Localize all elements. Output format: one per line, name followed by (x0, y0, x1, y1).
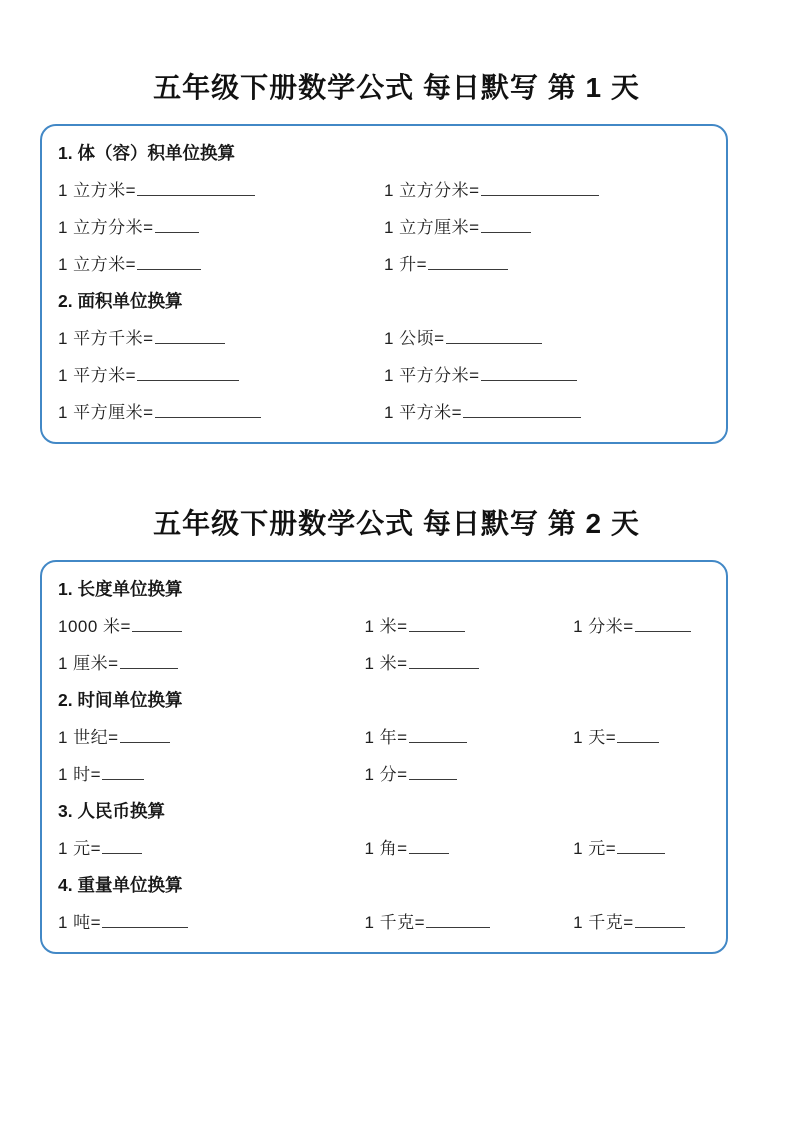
fill-label: 1 年= (364, 728, 408, 747)
fill-item (384, 320, 710, 357)
fill-item (58, 719, 364, 756)
fill-item (364, 645, 573, 682)
section-heading: 3. 人民币换算 (58, 801, 165, 821)
fill-item (58, 904, 364, 941)
fill-blank-line (481, 182, 599, 196)
fill-label: 1 千克= (573, 913, 634, 932)
fill-item (58, 756, 364, 793)
fill-label: 1 千克= (364, 913, 426, 932)
fill-label: 1 天= (573, 728, 617, 747)
fill-label: 1 元= (58, 839, 102, 858)
fill-blank-line (102, 914, 188, 928)
worksheet-card (40, 560, 728, 954)
fill-blank-line (120, 655, 178, 669)
fill-item (58, 645, 364, 682)
fill-item (384, 246, 710, 283)
fill-label: 1 世纪= (58, 728, 119, 747)
fill-label: 1 立方分米= (58, 218, 154, 237)
fill-blank-line (409, 618, 465, 632)
fill-blank-line (137, 367, 239, 381)
fill-blank-line (428, 256, 508, 270)
fill-label: 1 元= (573, 839, 617, 858)
fill-blank-line (137, 256, 201, 270)
fill-label: 1 米= (364, 617, 408, 636)
fill-item (58, 320, 384, 357)
fill-blank-line (155, 330, 225, 344)
fill-item (573, 719, 710, 756)
fill-blank-line (409, 840, 449, 854)
fill-item (364, 830, 573, 867)
fill-item (384, 357, 710, 394)
fill-item (58, 394, 384, 431)
worksheet-list (0, 66, 793, 954)
fill-blank-line (120, 729, 170, 743)
worksheet-title: 五年级下册数学公式 每日默写 第 2 天 (153, 508, 640, 539)
fill-label: 1000 米= (58, 617, 131, 636)
fill-label: 1 平方米= (384, 403, 463, 422)
fill-item (384, 209, 710, 246)
fill-blank-line (635, 618, 691, 632)
fill-blank-line (409, 729, 467, 743)
fill-blank-line (132, 618, 182, 632)
fill-blank-line (137, 182, 255, 196)
fill-label: 1 角= (364, 839, 408, 858)
fill-label: 1 平方厘米= (58, 403, 154, 422)
worksheet-1 (0, 66, 793, 444)
fill-label: 1 厘米= (58, 654, 119, 673)
grid-spacer (573, 756, 710, 793)
fill-label: 1 分= (364, 765, 408, 784)
fill-blank-line (409, 766, 457, 780)
fill-label: 1 平方千米= (58, 329, 154, 348)
fill-blank-line (481, 219, 531, 233)
fill-label: 1 升= (384, 255, 428, 274)
worksheet-title: 五年级下册数学公式 每日默写 第 1 天 (153, 72, 640, 103)
fill-label: 1 立方米= (58, 181, 137, 200)
fill-item (58, 246, 384, 283)
fill-blank-line (446, 330, 542, 344)
worksheet-2 (0, 502, 793, 954)
fill-item (573, 830, 710, 867)
section-heading: 2. 面积单位换算 (58, 291, 183, 311)
fill-item (58, 608, 364, 645)
fill-blank-line (409, 655, 479, 669)
fill-label: 1 立方厘米= (384, 218, 480, 237)
fill-label: 1 平方米= (58, 366, 137, 385)
fill-item (364, 756, 573, 793)
fill-blank-line (155, 219, 199, 233)
fill-blank-line (102, 766, 144, 780)
fill-label: 1 吨= (58, 913, 102, 932)
section-heading: 1. 长度单位换算 (58, 579, 183, 599)
fill-blank-line (463, 404, 581, 418)
fill-item (364, 608, 573, 645)
fill-item (58, 830, 364, 867)
fill-item (573, 608, 710, 645)
fill-item (384, 394, 710, 431)
fill-item (364, 719, 573, 756)
fill-item (58, 209, 384, 246)
fill-blank-line (635, 914, 685, 928)
worksheet-card (40, 124, 728, 444)
fill-item (384, 172, 710, 209)
fill-label: 1 立方米= (58, 255, 137, 274)
section-heading: 4. 重量单位换算 (58, 875, 183, 895)
section-heading: 1. 体（容）积单位换算 (58, 143, 235, 163)
fill-blank-line (102, 840, 142, 854)
grid-spacer (573, 645, 710, 682)
fill-label: 1 立方分米= (384, 181, 480, 200)
fill-label: 1 米= (364, 654, 408, 673)
fill-blank-line (481, 367, 577, 381)
fill-item (58, 357, 384, 394)
fill-item (58, 172, 384, 209)
fill-label: 1 分米= (573, 617, 634, 636)
fill-blank-line (617, 729, 659, 743)
section-heading: 2. 时间单位换算 (58, 690, 183, 710)
fill-item (573, 904, 710, 941)
fill-label: 1 公顷= (384, 329, 445, 348)
fill-label: 1 时= (58, 765, 102, 784)
fill-blank-line (426, 914, 490, 928)
fill-blank-line (155, 404, 261, 418)
fill-label: 1 平方分米= (384, 366, 480, 385)
fill-item (364, 904, 573, 941)
fill-blank-line (617, 840, 665, 854)
